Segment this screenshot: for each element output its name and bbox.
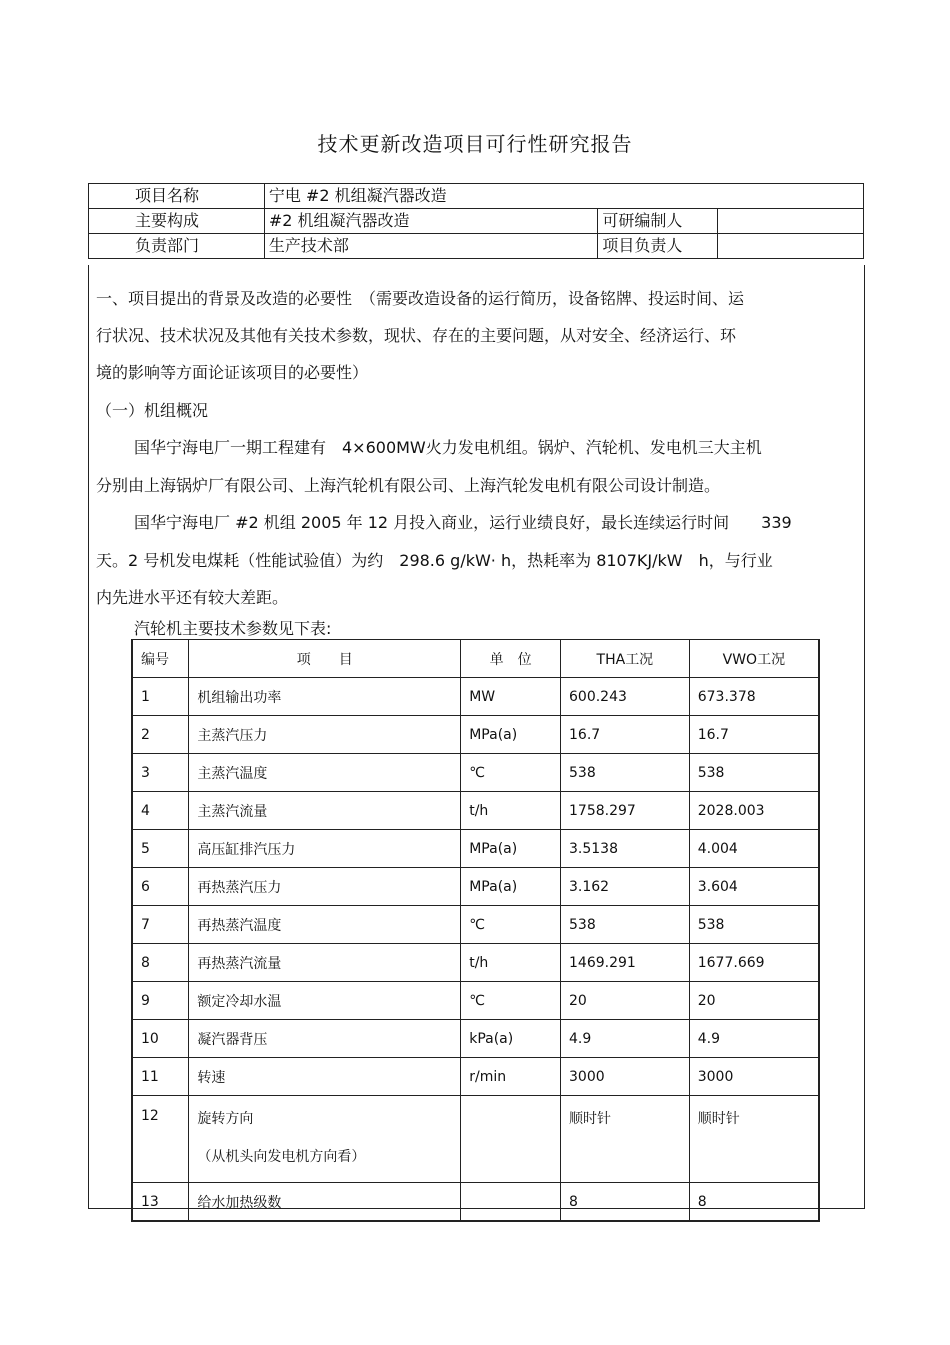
subsection-heading: （一）机组概况 [96,401,209,420]
cell-tha [561,830,690,868]
cell-item [189,906,461,944]
cell-unit [461,678,561,716]
cell-item-text: 机组输出功率 [197,689,282,706]
cell-tha [561,792,690,830]
cell-no-text: 3 [141,764,150,781]
composition-label: 主要构成 [89,209,265,234]
composition-value: #2 机组凝汽器改造 [264,209,598,234]
table-row [132,716,819,754]
cell-unit [461,868,561,906]
cell-tha-text: 8 [569,1193,578,1210]
cell-vwo-text: 顺时针 [697,1111,740,1127]
cell-vwo [689,792,819,830]
paragraph2-line2: 天。2 号机发电煤耗（性能试验值）为约 298.6 g/kW· h，热耗率为 8107KJ/kW h，与行业 [96,551,773,570]
cell-no [132,1020,189,1058]
cell-item [189,944,461,982]
cell-tha [561,1020,690,1058]
cell-no [132,906,189,944]
cell-unit-text: MW [469,688,496,705]
cell-vwo-text: 8 [697,1193,707,1210]
table-intro: 汽轮机主要技术参数见下表: [134,619,332,638]
cell-unit [461,906,561,944]
cell-vwo-text: 2028.003 [697,802,765,819]
cell-item [189,868,461,906]
cell-tha [561,716,690,754]
document-title: 技术更新改造项目可行性研究报告 [317,132,633,156]
cell-item-text: 主蒸汽压力 [197,727,268,744]
cell-unit [461,1020,561,1058]
header-tha: THA工况 [561,640,690,678]
cell-item-text: 主蒸汽流量 [197,803,268,820]
cell-no-text: 12 [141,1108,159,1124]
cell-item-text: 凝汽器背压 [197,1031,268,1048]
cell-vwo [689,1020,819,1058]
cell-unit-text: ℃ [469,764,485,781]
cell-tha-text: 16.7 [569,726,601,743]
table-row [132,1020,819,1058]
cell-item-text: 再热蒸汽流量 [197,955,282,972]
cell-unit [461,982,561,1020]
cell-item [189,1020,461,1058]
section1-heading-line2: 行状况、技术状况及其他有关技术参数，现状、存在的主要问题，从对安全、经济运行、环 [96,326,737,345]
cell-vwo-text: 673.378 [697,688,756,705]
cell-no-text: 5 [141,840,150,857]
cell-no-text: 6 [141,878,150,895]
cell-tha-text: 3.5138 [569,840,618,857]
cell-tha [561,678,690,716]
cell-tha [561,754,690,792]
cell-no-text: 8 [141,954,150,971]
project-info-table [88,183,864,259]
cell-item-text: 主蒸汽温度 [197,765,268,782]
cell-no-text: 7 [141,916,150,933]
paragraph1-line2: 分别由上海锅炉厂有限公司、上海汽轮机有限公司、上海汽轮发电机有限公司设计制造。 [96,476,721,495]
cell-unit-text: kPa(a) [469,1030,514,1047]
cell-unit [461,716,561,754]
cell-tha [561,1183,690,1222]
cell-tha-text: 3.162 [569,878,610,895]
cell-vwo [689,1183,819,1222]
cell-item [189,830,461,868]
cell-no-text: 2 [141,726,150,743]
cell-vwo-text: 16.7 [697,726,729,743]
table-row [132,830,819,868]
cell-no-text: 9 [141,992,150,1009]
department-label: 负责部门 [89,234,265,259]
cell-unit-text: MPa(a) [469,840,518,857]
table-row [132,1183,819,1222]
cell-tha-text: 600.243 [569,688,627,705]
cell-tha [561,1096,690,1183]
cell-item [189,792,461,830]
cell-tha [561,982,690,1020]
turbine-params-table [131,639,820,1222]
cell-no-text: 11 [141,1068,159,1085]
cell-unit [461,1058,561,1096]
table-row [132,1096,819,1183]
table-row [132,944,819,982]
cell-item [189,1183,461,1222]
cell-tha-text: 顺时针 [569,1111,611,1127]
cell-vwo-text: 4.9 [697,1030,720,1047]
section1-heading-line1: 一、项目提出的背景及改造的必要性 （需要改造设备的运行简历，设备铭牌、投运时间、运 [96,289,745,308]
cell-vwo-text: 1677.669 [697,954,765,971]
cell-item [189,754,461,792]
cell-vwo [689,716,819,754]
cell-vwo [689,906,819,944]
cell-no [132,868,189,906]
cell-no [132,944,189,982]
section1-heading-line3: 境的影响等方面论证该项目的必要性） [96,363,369,382]
cell-vwo [689,982,819,1020]
paragraph2-line3: 内先进水平还有较大差距。 [96,588,289,607]
cell-item [189,982,461,1020]
header-unit: 单 位 [461,640,561,678]
cell-tha-text: 3000 [569,1068,605,1085]
cell-item-text: 再热蒸汽压力 [197,879,282,896]
cell-item-text: 再热蒸汽温度 [197,917,282,934]
cell-tha-text: 1758.297 [569,802,636,819]
header-no: 编号 [132,640,189,678]
cell-tha [561,1058,690,1096]
table-header-row [132,640,819,678]
cell-item-text: 转速 [197,1069,226,1086]
cell-no-text: 4 [141,802,150,819]
cell-vwo [689,944,819,982]
cell-tha [561,868,690,906]
cell-tha [561,944,690,982]
cell-vwo-text: 4.004 [697,840,738,857]
table-row [132,982,819,1020]
cell-vwo [689,678,819,716]
cell-vwo [689,830,819,868]
project-name-value: 宁电 #2 机组凝汽器改造 [264,184,863,209]
cell-tha-text: 538 [569,916,596,933]
preparer-value [718,209,864,234]
cell-vwo-text: 20 [697,992,716,1009]
cell-tha-text: 4.9 [569,1030,592,1047]
cell-unit [461,830,561,868]
cell-vwo-text: 538 [697,764,725,781]
cell-unit [461,1183,561,1222]
table-row [132,792,819,830]
cell-unit-text: t/h [469,954,489,971]
paragraph2-line1: 国华宁海电厂 #2 机组 2005 年 12 月投入商业，运行业绩良好，最长连续运行时间 339 [134,513,792,532]
cell-vwo-text: 3000 [697,1068,734,1085]
cell-item [189,1096,461,1183]
cell-unit [461,754,561,792]
cell-no [132,678,189,716]
cell-no [132,792,189,830]
table-row [132,906,819,944]
cell-tha-text: 1469.291 [569,954,636,971]
cell-item-text: 旋转方向 [197,1111,254,1127]
paragraph1-line1: 国华宁海电厂一期工程建有 4×600MW火力发电机组。锅炉、汽轮机、发电机三大主机 [134,438,762,457]
cell-item [189,1058,461,1096]
cell-unit [461,1096,561,1183]
header-item: 项 目 [189,640,461,678]
cell-vwo [689,1058,819,1096]
cell-unit-text: t/h [469,802,489,819]
cell-no [132,982,189,1020]
cell-unit-text: ℃ [469,916,485,933]
cell-vwo-text: 3.604 [697,878,738,895]
cell-vwo [689,1096,819,1183]
cell-unit-text: MPa(a) [469,726,518,743]
cell-unit [461,792,561,830]
cell-unit-text: MPa(a) [469,878,518,895]
cell-unit [461,944,561,982]
table-row [132,754,819,792]
cell-no [132,1183,189,1222]
leader-label: 项目负责人 [598,234,718,259]
cell-unit-text: r/min [469,1068,507,1085]
preparer-label: 可研编制人 [598,209,718,234]
cell-no [132,716,189,754]
cell-no-text: 10 [141,1030,159,1047]
cell-no [132,1058,189,1096]
cell-vwo-text: 538 [697,916,725,933]
cell-item [189,678,461,716]
department-value: 生产技术部 [264,234,598,259]
cell-item-text: 额定冷却水温 [197,993,282,1010]
cell-tha-text: 538 [569,764,596,781]
header-vwo: VWO工况 [689,640,819,678]
cell-vwo [689,754,819,792]
cell-item-subtext: （从机头向发电机方向看） [197,1149,366,1165]
cell-no [132,830,189,868]
table-row [132,1058,819,1096]
table-row [132,868,819,906]
cell-tha [561,906,690,944]
cell-item [189,716,461,754]
project-name-label: 项目名称 [89,184,265,209]
leader-value [718,234,864,259]
cell-no-text: 13 [141,1193,159,1210]
cell-unit-text: ℃ [469,992,485,1009]
cell-tha-text: 20 [569,992,587,1009]
cell-item-text: 高压缸排汽压力 [197,841,296,858]
cell-vwo [689,868,819,906]
cell-no [132,754,189,792]
cell-item-text: 给水加热级数 [197,1194,282,1211]
cell-no [132,1096,189,1183]
table-row [132,678,819,716]
cell-no-text: 1 [141,688,150,705]
